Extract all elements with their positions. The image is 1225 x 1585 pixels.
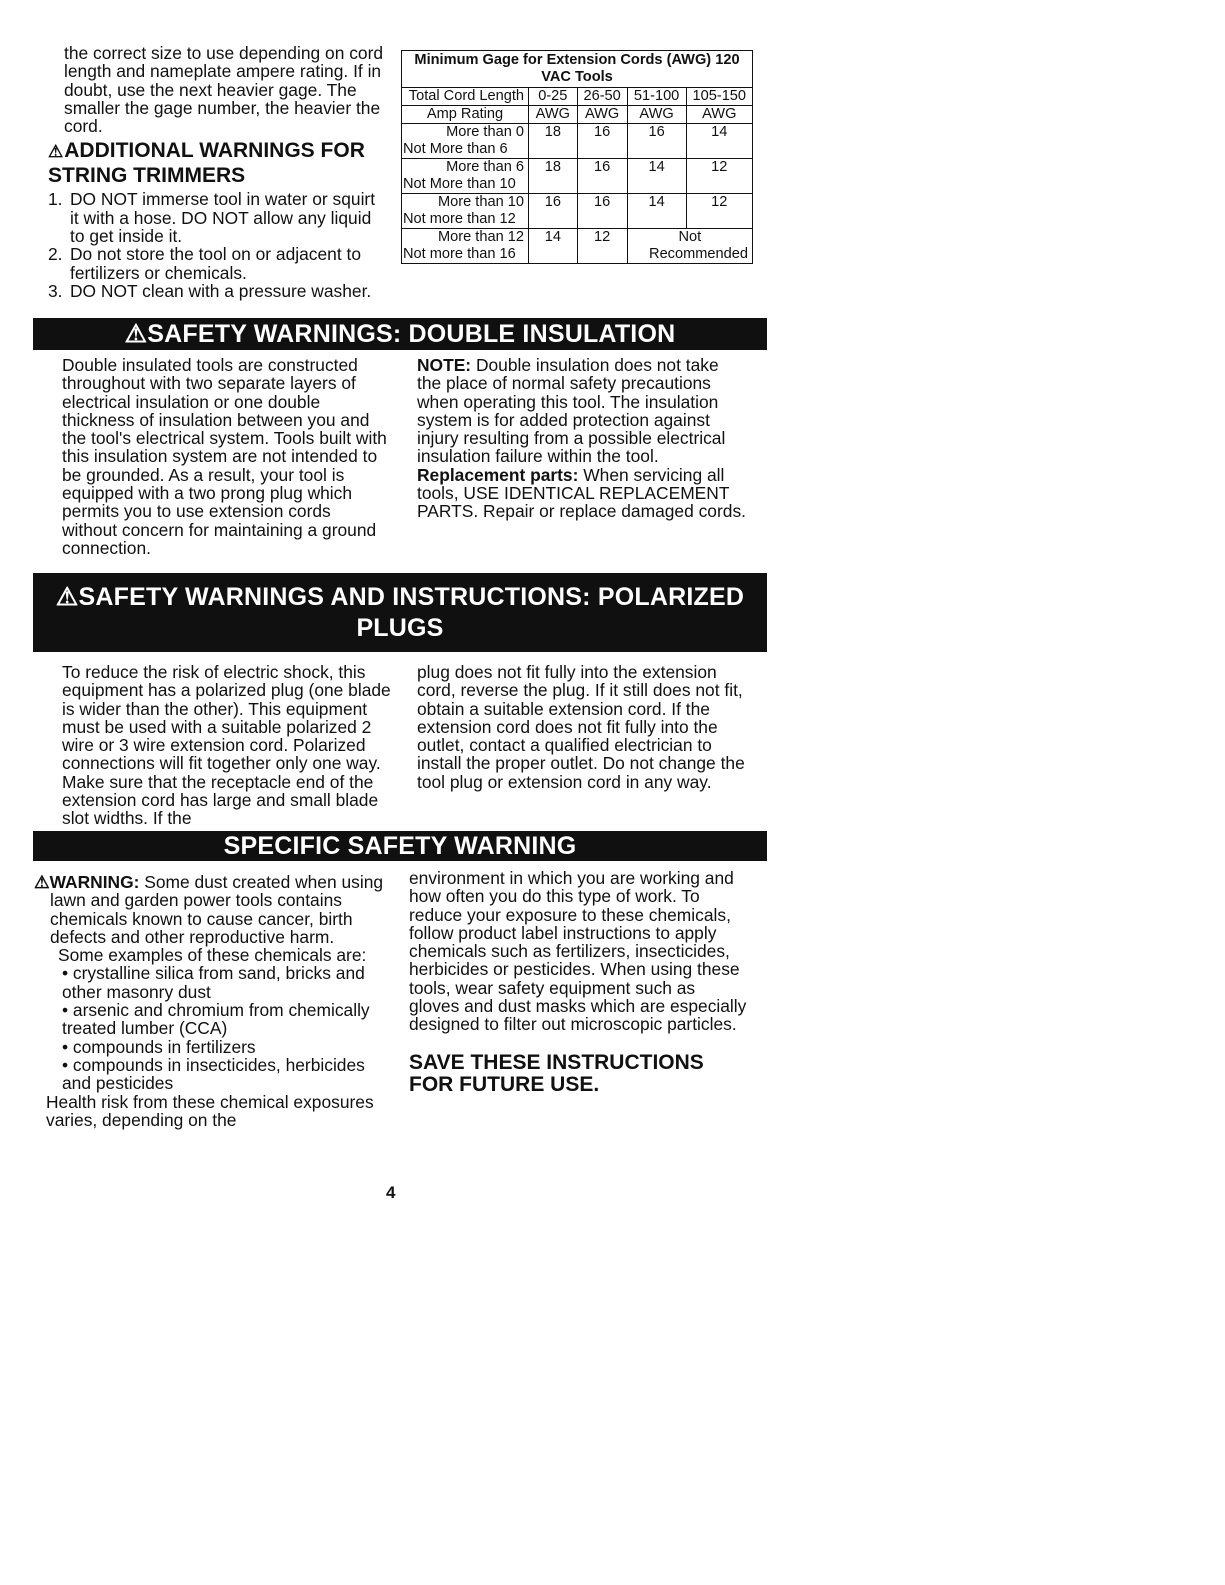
table-cell: 51-100: [627, 88, 686, 106]
table-row: [402, 194, 753, 229]
polarized-paragraph-left: To reduce the risk of electric shock, this equipment has a polarized plug (one blade is wider than the other). This equipment must be used with a suitable polarized 2 wire or 3 wire extension cord. Polarized connections will fit together only one way. Make sure that the receptacle end of the extension cord has large and small blade slot widths. If the: [62, 662, 391, 829]
exposure-paragraph: environment in which you are working and how often you do this type of work. To reduce your exposure to these chemicals, follow product label instructions to apply chemicals such as fertilizers, insecticides, herbicides or pesticides. When using these tools, wear safety equipment such as gloves and dust masks which are especially designed to filter out microscopic particles.: [409, 868, 747, 1035]
warning-triangle-icon: ⚠: [55, 583, 79, 611]
table-cell: 18: [529, 159, 578, 194]
page-number: 4: [386, 1183, 396, 1202]
note-label: NOTE:: [417, 355, 472, 375]
examples-intro: Some examples of these chemicals are:: [58, 945, 367, 966]
row-label-line-2: Not more than 12: [403, 211, 516, 227]
table-row: [402, 124, 753, 159]
save-line-2: FOR FUTURE USE.: [409, 1072, 600, 1096]
row-label-line-1: More than 6: [446, 159, 524, 175]
table-cell: 14: [627, 159, 686, 194]
row-label-line-1: More than 12: [438, 229, 524, 245]
table-header-row: [402, 88, 753, 106]
table-cell: AWG: [577, 106, 627, 124]
list-item-number: 2.: [48, 244, 63, 265]
top-left-column: [48, 43, 384, 301]
table-unit-row: [402, 106, 753, 124]
table-cell: [402, 159, 529, 194]
table-cell: 16: [627, 124, 686, 159]
table-cell: 14: [627, 194, 686, 229]
double-insulation-paragraph: Double insulated tools are constructed throughout with two separate layers of electrical insulation or one double thickness of insulation between you and the tool's electrical system. Tools built with this insulation system are not intended to be grounded. As a result, your tool is equipped with a two prong plug which permits you to use extension cords without concern for maintaining a ground connection.: [62, 355, 387, 558]
note-text: Double insulation does not take the place of normal safety precautions when operating this tool. The insulation system is for added protection against injury resulting from a possible electrical insulation failure within the tool.: [417, 355, 726, 467]
table-cell: AWG: [686, 106, 752, 124]
specific-warning-right: [409, 869, 749, 1096]
table-cell: 12: [686, 194, 752, 229]
table-cell: AWG: [529, 106, 578, 124]
warning-triangle-icon: ⚠: [34, 872, 50, 892]
heading-line-1: ADDITIONAL WARNINGS FOR: [64, 139, 365, 163]
replacement-parts-text: When servicing all tools, USE IDENTICAL REPLACEMENT PARTS. Repair or replace damaged cords.: [417, 464, 746, 522]
warning-label-wrap: [34, 872, 139, 892]
banner-text: SPECIFIC SAFETY WARNING: [223, 832, 577, 860]
list-item: [48, 245, 384, 282]
warning-paragraph: [34, 873, 391, 946]
row-label-line-2: Not more than 16: [403, 246, 516, 262]
table-cell: 16: [529, 194, 578, 229]
cord-size-intro: the correct size to use depending on cord length and nameplate ampere rating. If in doubt, use the next heavier gage. The smaller the gage number, the heavier the cord.: [64, 43, 384, 137]
table-cell: 14: [529, 229, 578, 264]
list-item: • compounds in fertilizers: [62, 1036, 256, 1057]
string-trimmer-warnings-list: [48, 189, 384, 301]
warning-triangle-icon: ⚠: [48, 142, 64, 162]
table-cell: [402, 124, 529, 159]
table-cell: 16: [577, 194, 627, 229]
table-row: [402, 159, 753, 194]
polarized-left: [62, 663, 392, 828]
warning-label: WARNING:: [49, 872, 140, 892]
list-item-text: DO NOT immerse tool in water or squirt it with a hose. DO NOT allow any liquid to get inside it.: [70, 189, 376, 247]
heading-line-2: STRING TRIMMERS: [48, 164, 246, 188]
table-cell: 105-150: [686, 88, 752, 106]
table-cell: 12: [577, 229, 627, 264]
additional-warnings-heading: [48, 139, 384, 188]
banner-double-insulation: [33, 318, 767, 350]
table-cell: 0-25: [529, 88, 578, 106]
row-label-line-1: More than 10: [438, 194, 524, 210]
list-item-text: Do not store the tool on or adjacent to fertilizers or chemicals.: [70, 244, 361, 283]
list-item: • compounds in insecticides, herbicides and pesticides: [62, 1054, 365, 1094]
row-label-line-2: Not More than 10: [403, 176, 516, 192]
polarized-paragraph-right: plug does not fit fully into the extension cord, reverse the plug. If it still does not fit, obtain a suitable extension cord. If the extension cord does not fit fully into the outlet, contact a qualified electrician to install the proper outlet. Do not change the tool plug or extension cord in any way.: [417, 662, 745, 792]
table-row: [402, 229, 753, 264]
list-item: • arsenic and chromium from chemically treated lumber (CCA): [62, 1000, 370, 1039]
banner-text-line-2: PLUGS: [356, 614, 444, 642]
banner-text-line-1: SAFETY WARNINGS AND INSTRUCTIONS: POLARIZED: [78, 583, 745, 611]
warning-text: Some dust created when using lawn and garden power tools contains chemicals known to cause cancer, birth defects and other reproductive harm.: [50, 872, 384, 947]
save-instructions-heading: [409, 1052, 749, 1096]
list-item: [48, 190, 384, 245]
extension-cord-gage-table: [401, 50, 753, 264]
banner-text: SAFETY WARNINGS: DOUBLE INSULATION: [147, 320, 676, 348]
row-label-line-1: More than 0: [446, 124, 524, 140]
table-cell: Total Cord Length: [402, 88, 529, 106]
list-item-number: 3.: [48, 280, 63, 301]
merged-cell-line-2: Recommended: [649, 246, 748, 262]
replacement-parts-label: Replacement parts:: [417, 464, 579, 485]
list-item: [48, 282, 384, 300]
merged-cell-line-1: Not: [678, 229, 702, 245]
table-cell: 14: [686, 124, 752, 159]
list-item: • crystalline silica from sand, bricks and other masonry dust: [62, 963, 365, 1002]
table-cell: [402, 194, 529, 229]
list-item-number: 1.: [48, 189, 63, 210]
table-cell: 26-50: [577, 88, 627, 106]
table-cell: 16: [577, 159, 627, 194]
table-cell: 16: [577, 124, 627, 159]
table-cell: 12: [686, 159, 752, 194]
table-cell: AWG: [627, 106, 686, 124]
table-cell: [402, 229, 529, 264]
note-paragraph: [417, 356, 747, 466]
double-insulation-right: [417, 356, 747, 521]
list-item-text: DO NOT clean with a pressure washer.: [70, 280, 372, 301]
table-cell: 18: [529, 124, 578, 159]
table-cell-not-recommended: [627, 229, 752, 264]
save-line-1: SAVE THESE INSTRUCTIONS: [409, 1050, 704, 1074]
polarized-right: [417, 663, 747, 791]
banner-polarized-plugs: [33, 573, 767, 652]
double-insulation-left: [62, 356, 387, 557]
health-risk-text: Health risk from these chemical exposures varies, depending on the: [46, 1091, 374, 1130]
row-label-line-2: Not More than 6: [403, 141, 508, 157]
replacement-parts-paragraph: [417, 466, 747, 521]
specific-warning-left: [34, 872, 391, 1130]
table-title: Minimum Gage for Extension Cords (AWG) 120 VAC Tools: [402, 51, 753, 88]
warning-triangle-icon: ⚠: [124, 320, 148, 348]
table-cell: Amp Rating: [402, 106, 529, 124]
banner-specific-safety-warning: [33, 831, 767, 861]
